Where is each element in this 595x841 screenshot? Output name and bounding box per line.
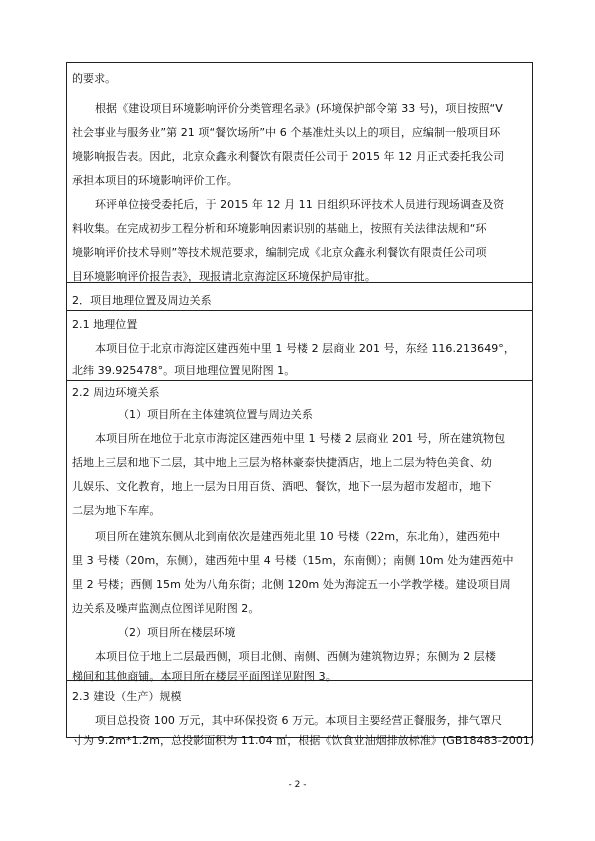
section-heading: 2．项目地理位置及周边关系 [72, 294, 212, 307]
text-line: 本项目位于地上二层最西侧，项目北侧、南侧、西侧为建筑物边界；东侧为 2 层楼 [95, 650, 496, 663]
text-line: 境影响报告表。因此，北京众鑫永利餐饮有限责任公司于 2015 年 12 月正式委托我公司 [72, 150, 505, 163]
text-line: 边关系及噪声监测点位图详见附图 2。 [72, 602, 260, 615]
text-line: 料收集。在完成初步工程分析和环境影响因素识别的基础上，按照有关法律法规和“环 [72, 222, 487, 235]
text-line: 括地上三层和地下二层，其中地上三层为格林豪泰快捷酒店，地上二层为特色美食、幼 [72, 456, 492, 469]
text-line: 的要求。 [72, 72, 117, 85]
text-line: 二层为地下车库。 [72, 504, 161, 517]
text-line: 社会事业与服务业”第 21 项“餐饮场所”中 6 个基准灶头以上的项目，应编制一般项目环 [72, 126, 501, 139]
section-heading: 2.2 周边环境关系 [72, 386, 160, 399]
row-divider [66, 310, 533, 311]
subsection-heading: （2）项目所在楼层环境 [118, 626, 236, 639]
text-line: 本项目所在地位于北京市海淀区建西苑中里 1 号楼 2 层商业 201 号，所在建筑物包 [95, 432, 506, 445]
text-line: 目环境影响评价报告表》，现报请北京海淀区环境保护局审批。 [72, 270, 376, 283]
text-line: 项目总投资 100 万元，其中环保投资 6 万元。本项目主要经营正餐服务，排气罩尺 [95, 714, 503, 727]
text-line: 里 3 号楼（20m，东侧），建西苑中里 4 号楼（15m，东南侧）；南侧 10m 处为建西苑中 [72, 554, 514, 567]
text-line: 儿娱乐、文化教育，地上一层为日用百货、酒吧、餐饮，地下一层为超市发超市，地下 [72, 480, 492, 493]
text-line: 根据《建设项目环境影响评价分类管理名录》(环境保护部令第 33 号)，项目按照“V [95, 102, 503, 115]
subsection-heading: （1）项目所在主体建筑位置与周边关系 [118, 408, 313, 421]
text-line: 环评单位接受委托后，于 2015 年 12 月 11 日组织环评技术人员进行现场调查及资 [95, 198, 505, 211]
section-heading: 2.3 建设（生产）规模 [72, 690, 182, 703]
row-divider [66, 380, 533, 381]
section-heading: 2.1 地理位置 [72, 318, 138, 331]
text-line: 承担本项目的环境影响评价工作。 [72, 174, 238, 187]
text-line: 梯间和其他商铺。本项目所在楼层平面图详见附图 3。 [72, 670, 337, 683]
text-line: 项目所在建筑东侧从北到南依次是建西苑北里 10 号楼（22m，东北角），建西苑中 [95, 530, 501, 543]
text-line: 本项目位于北京市海淀区建西苑中里 1 号楼 2 层商业 201 号，东经 116.213649°， [95, 342, 515, 355]
text-line: 境影响评价技术导则”等技术规范要求，编制完成《北京众鑫永利餐饮有限责任公司项 [72, 246, 487, 259]
text-line: 寸为 9.2m*1.2m，总投影面积为 11.04 ㎡，根据《饮食业油烟排放标准》(GB18483-2001) [72, 734, 535, 747]
page-number: - 2 - [288, 780, 307, 790]
text-line: 北纬 39.925478°。项目地理位置见附图 1。 [72, 364, 296, 377]
text-line: 里 2 号楼；西侧 15m 处为八角东街；北侧 120m 处为海淀五一小学教学楼。建设项目周 [72, 578, 511, 591]
